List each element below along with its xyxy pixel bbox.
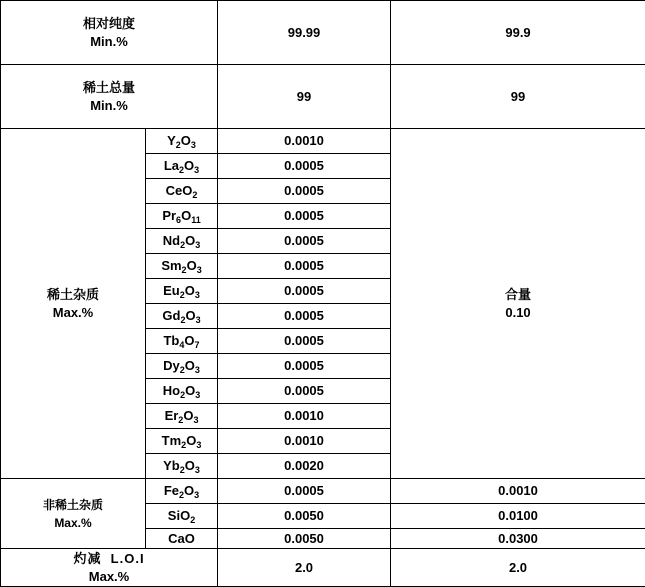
re-impurity-formula — [146, 154, 218, 179]
formula-text: $Ho_2O_3$ — [163, 382, 201, 400]
treo-value-a: 99 — [218, 65, 391, 129]
non-re-impurity-value-b: 0.0300 — [391, 529, 645, 549]
re-impurity-value: 0.0005 — [218, 279, 391, 304]
re-impurity-formula — [146, 354, 218, 379]
non-re-impurity-value-a: 0.0005 — [218, 479, 391, 504]
re-impurity-row — [1, 129, 645, 154]
re-impurity-value: 0.0005 — [218, 379, 391, 404]
re-impurity-formula — [146, 379, 218, 404]
re-impurity-formula — [146, 404, 218, 429]
formula-text: $Yb_2O_3$ — [163, 457, 200, 475]
re-impurity-value: 0.0005 — [218, 329, 391, 354]
non-re-impurity-value-b: 0.0100 — [391, 504, 645, 529]
formula-text: CeO$_2$ — [166, 182, 198, 200]
re-impurity-value: 0.0005 — [218, 179, 391, 204]
non-re-impurity-row — [1, 479, 645, 504]
purity-row — [1, 1, 645, 65]
re-impurity-value: 0.0010 — [218, 404, 391, 429]
loi-label-cell — [1, 549, 218, 587]
re-impurity-formula — [146, 129, 218, 154]
re-impurity-formula — [146, 204, 218, 229]
formula-text: SiO$_2$ — [168, 507, 195, 525]
re-impurity-formula — [146, 229, 218, 254]
re-impurities-label-cell — [1, 129, 146, 479]
non-re-impurities-label: 非稀土杂质 — [1, 496, 145, 514]
re-impurities-label: 稀土杂质 — [1, 286, 145, 304]
non-re-impurities-unit: Max.% — [1, 514, 145, 532]
formula-text: $Dy_2O_3$ — [163, 357, 200, 375]
non-re-impurity-formula — [146, 529, 218, 549]
formula-text: $La_2O_3$ — [164, 157, 199, 175]
re-impurity-value: 0.0010 — [218, 129, 391, 154]
purity-unit: Min.% — [1, 33, 217, 51]
formula-text: $Er_2O_3$ — [165, 407, 199, 425]
formula-text: $Tm_2O_3$ — [162, 432, 202, 450]
formula-text: $Gd_2O_3$ — [162, 307, 200, 325]
formula-text: $Nd_2O_3$ — [163, 232, 201, 250]
formula-text: $Fe_2O_3$ — [164, 482, 199, 500]
re-impurity-formula — [146, 179, 218, 204]
loi-unit: Max.% — [1, 568, 217, 586]
non-re-impurity-value-a: 0.0050 — [218, 529, 391, 549]
formula-text: $Tb_4O_7$ — [163, 332, 199, 350]
re-impurity-formula — [146, 279, 218, 304]
treo-label-cell — [1, 65, 218, 129]
re-impurity-value: 0.0005 — [218, 154, 391, 179]
re-impurities-total-value: 0.10 — [391, 304, 645, 322]
loi-row — [1, 549, 645, 587]
re-impurity-value: 0.0010 — [218, 429, 391, 454]
formula-text: $Y_2O_3$ — [167, 132, 196, 150]
re-impurities-total-cell — [391, 129, 645, 479]
purity-value-a: 99.99 — [218, 1, 391, 65]
treo-value-b: 99 — [391, 65, 645, 129]
re-impurity-formula — [146, 304, 218, 329]
re-impurity-value: 0.0005 — [218, 354, 391, 379]
formula-text: $Eu_2O_3$ — [163, 282, 200, 300]
non-re-impurity-formula — [146, 479, 218, 504]
loi-value-b: 2.0 — [391, 549, 645, 587]
re-impurity-formula — [146, 429, 218, 454]
re-impurities-unit: Max.% — [1, 304, 145, 322]
loi-label: 灼减 L.O.I — [1, 550, 217, 568]
re-impurity-formula — [146, 329, 218, 354]
formula-text: CaO — [168, 530, 195, 548]
re-impurity-formula — [146, 254, 218, 279]
treo-label: 稀土总量 — [1, 79, 217, 97]
re-impurity-formula — [146, 454, 218, 479]
treo-unit: Min.% — [1, 97, 217, 115]
re-impurity-value: 0.0005 — [218, 254, 391, 279]
re-impurity-value: 0.0005 — [218, 229, 391, 254]
non-re-impurity-value-b: 0.0010 — [391, 479, 645, 504]
purity-label: 相对纯度 — [1, 15, 217, 33]
purity-value-b: 99.9 — [391, 1, 645, 65]
non-re-impurity-formula — [146, 504, 218, 529]
purity-label-cell — [1, 1, 218, 65]
non-re-impurity-value-a: 0.0050 — [218, 504, 391, 529]
formula-text: $Sm_2O_3$ — [161, 257, 201, 275]
non-re-impurities-label-cell — [1, 479, 146, 549]
re-impurity-value: 0.0005 — [218, 304, 391, 329]
re-impurity-value: 0.0005 — [218, 204, 391, 229]
re-impurity-value: 0.0020 — [218, 454, 391, 479]
loi-value-a: 2.0 — [218, 549, 391, 587]
formula-text: $Pr_6O_{11}$ — [162, 207, 200, 225]
re-impurities-total-label: 合量 — [391, 286, 645, 304]
treo-row — [1, 65, 645, 129]
